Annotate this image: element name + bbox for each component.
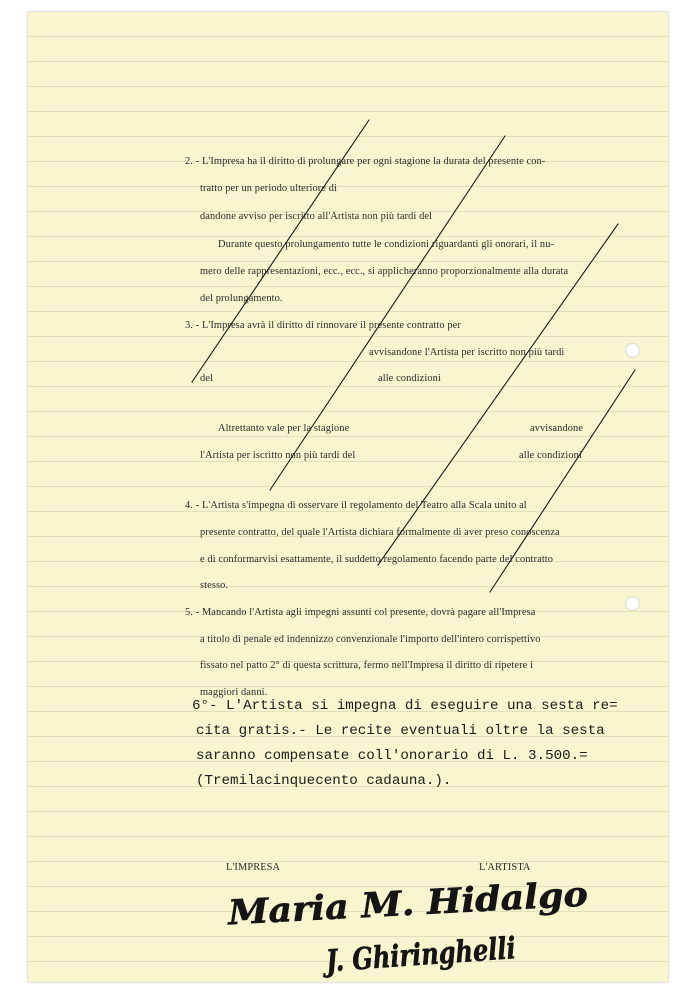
strike-line-1 xyxy=(192,120,369,382)
clause-5-line-1: 5. - Mancando l'Artista agli impegni assunti col presente, dovrà pagare all'Impresa xyxy=(185,607,536,618)
clause-4-line-2: presente contratto, del quale l'Artista dichiara formalmente di aver preso conoscenza xyxy=(200,527,560,538)
clause-6-line-1: 6°- L'Artista si impegna di eseguire una sesta re= xyxy=(192,698,618,714)
clause-2-line-4: Durante questo prolungamento tutte le condizioni riguardanti gli onorari, il nu- xyxy=(218,239,555,250)
signature-impresa: J. Ghiringhelli xyxy=(324,927,564,980)
strike-line-4 xyxy=(490,370,635,592)
clause-2-line-6: del prolungamento. xyxy=(200,293,283,304)
handwriting-layer xyxy=(28,12,668,982)
clause-4-line-3: e di conformarvisi esattamente, il suddetto regolamento facendo parte del contratto xyxy=(200,554,554,565)
contract-page xyxy=(28,12,668,982)
clause-3-line-5-end: alle condizioni xyxy=(519,450,582,461)
clause-6-line-3: saranno compensate coll'onorario di L. 3.500.= xyxy=(196,748,588,764)
clause-3-line-4-start: Altrettanto vale per la stagione xyxy=(218,423,350,434)
clause-4-line-4: stesso. xyxy=(200,580,229,591)
clause-2-line-3: dandone avviso per iscritto all'Artista non più tardi del xyxy=(200,211,433,222)
signature-artist: Maria M. Hidalgo xyxy=(227,875,565,934)
impresa-label: L'IMPRESA xyxy=(226,862,281,873)
clause-4-line-1: 4. - L'Artista s'impegna di osservare il regolamento del Teatro alla Scala unito al xyxy=(185,500,527,511)
clause-3-line-1: 3. - L'Impresa avrà il diritto di rinnovare il presente contratto per xyxy=(185,320,461,331)
strike-line-3 xyxy=(378,224,618,565)
clause-3-line-3-end: alle condizioni xyxy=(378,373,441,384)
artista-label: L'ARTISTA xyxy=(479,862,531,873)
clause-5-line-4: maggiori danni. xyxy=(200,687,268,698)
clause-2-line-5: mero delle rappresentazioni, ecc., ecc., si applicheranno proporzionalmente alla durata xyxy=(200,266,569,277)
clause-3-line-2: avvisandone l'Artista per iscritto non più tardi xyxy=(369,347,565,358)
clause-6-line-2: cita gratis.- Le recite eventuali oltre la sesta xyxy=(196,723,605,739)
clause-5-line-2: a titolo di penale ed indennizzo convenzionale l'importo dell'intero corrispettivo xyxy=(200,634,541,645)
clause-5-line-3: fissato nel patto 2° di questa scrittura, fermo nell'Impresa il diritto di ripetere i xyxy=(200,660,534,671)
clause-2-line-2: tratto per un periodo ulteriore di xyxy=(200,183,337,194)
clause-6-line-4: (Tremilacinquecento cadauna.). xyxy=(196,773,452,789)
strike-line-2 xyxy=(270,136,505,490)
clause-2-line-1: 2. - L'Impresa ha il diritto di prolungare per ogni stagione la durata del presente con- xyxy=(185,156,546,167)
clause-3-line-5-start: l'Artista per iscritto non più tardi del xyxy=(200,450,356,461)
clause-3-line-3-start: del xyxy=(200,373,213,384)
clause-3-line-4-end: avvisandone xyxy=(530,423,584,434)
